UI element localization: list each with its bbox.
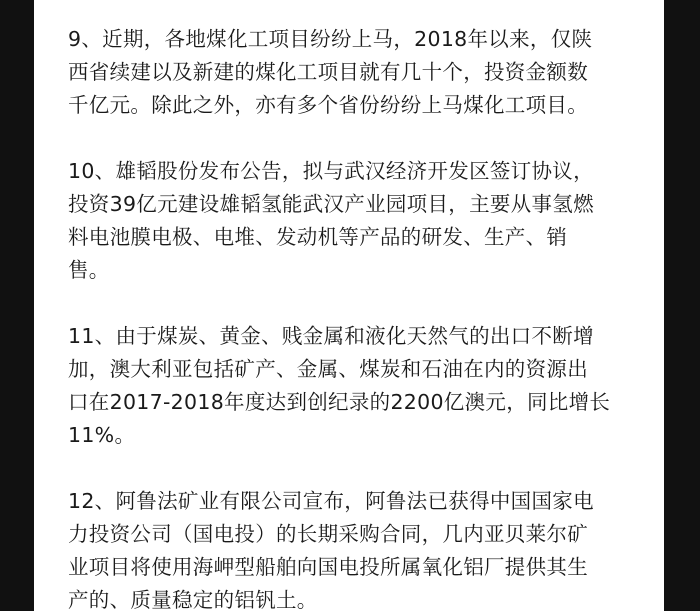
paragraph-line: 售。 — [68, 258, 110, 282]
news-item-11 — [68, 320, 648, 452]
paragraph-line: 11、由于煤炭、黄金、贱金属和液化天然气的出口不断增 — [68, 324, 594, 348]
paragraph-line: 加，澳大利亚包括矿产、金属、煤炭和石油在内的资源出 — [68, 357, 588, 381]
paragraph-line: 口在2017-2018年度达到创纪录的2200亿澳元，同比增长 — [68, 390, 611, 414]
paragraph-line: 11%。 — [68, 423, 136, 447]
paragraph-line: 9、近期，各地煤化工项目纷纷上马，2018年以来，仅陕 — [68, 27, 593, 51]
paragraph-line: 业项目将使用海岬型船舶向国电投所属氧化铝厂提供其生 — [68, 555, 588, 579]
news-article-body — [68, 23, 648, 611]
paragraph-line: 料电池膜电极、电堆、发动机等产品的研发、生产、销 — [68, 225, 568, 249]
paragraph-line: 千亿元。除此之外，亦有多个省份纷纷上马煤化工项目。 — [68, 93, 588, 117]
paragraph-line: 力投资公司（国电投）的长期采购合同，几内亚贝莱尔矿 — [68, 522, 588, 546]
paragraph-line: 产的、质量稳定的铝钒土。 — [68, 588, 318, 611]
paragraph-line: 西省续建以及新建的煤化工项目就有几十个，投资金额数 — [68, 60, 588, 84]
paragraph-line: 12、阿鲁法矿业有限公司宣布，阿鲁法已获得中国国家电 — [68, 489, 594, 513]
paragraph-line: 投资39亿元建设雄韬氢能武汉产业园项目，主要从事氢燃 — [68, 192, 594, 216]
article-page — [34, 0, 664, 611]
paragraph-line: 10、雄韬股份发布公告，拟与武汉经济开发区签订协议， — [68, 159, 594, 183]
news-item-9 — [68, 23, 648, 122]
news-item-12 — [68, 485, 648, 611]
news-item-10 — [68, 155, 648, 287]
